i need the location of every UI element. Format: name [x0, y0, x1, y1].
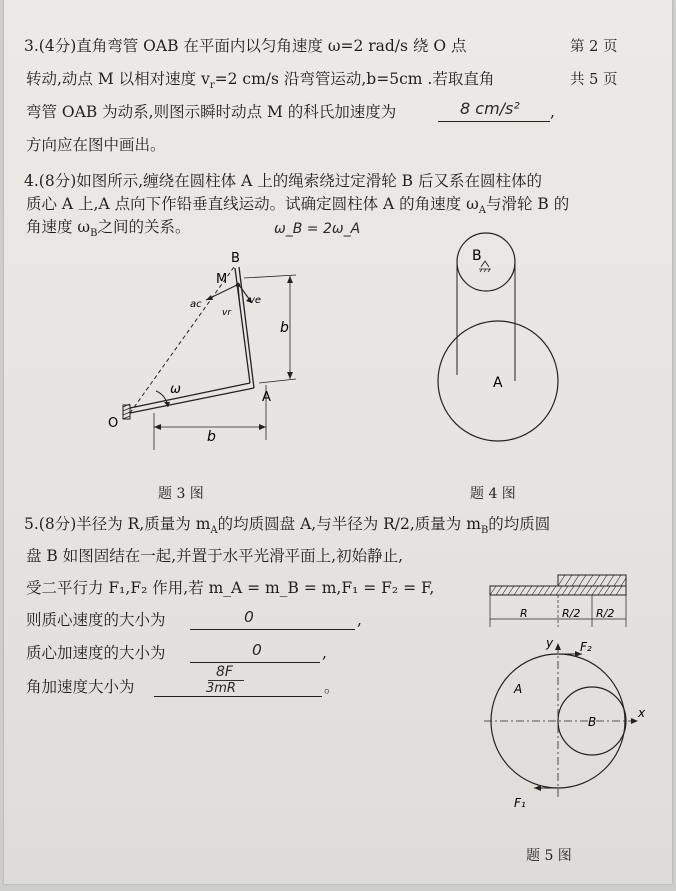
q3-line1: 3.(4分)直角弯管 OAB 在平面内以匀角速度 ω=2 rad/s 绕 O 点	[24, 37, 467, 55]
q3-answer: 8 cm/s²	[460, 99, 520, 118]
q4-line2: 质心 A 上,A 点向下作铅垂直线运动。试确定圆柱体 A 的角速度 $\omega_A$与滑轮 B 的	[26, 195, 570, 217]
label-pulley-b: B	[472, 248, 482, 264]
label-omega: ω	[170, 382, 181, 397]
label-f1: F₁	[514, 796, 526, 810]
page-total: 共 5 页	[570, 72, 618, 88]
q5-line5-comma: ,	[322, 644, 327, 662]
q4-answer: ω_B = 2ω_A	[274, 221, 361, 237]
q4-line1: 4.(8分)如图所示,缠绕在圆柱体 A 上的绳索绕过定滑轮 B 后又系在圆柱体的	[24, 172, 542, 190]
label-b-point: B	[231, 251, 240, 266]
q4-line3: 角速度 $\omega_B$之间的关系。	[26, 218, 191, 240]
point-m	[236, 283, 240, 287]
q5-answer-3-den: 3mR	[206, 681, 236, 696]
tube-ab-outer	[239, 267, 254, 388]
page-number: 第 2 页	[570, 39, 618, 55]
q5-line2: 盘 B 如图固结在一起,并置于水平光滑平面上,初始静止,	[26, 547, 404, 565]
q3-line2: 转动,动点 M 以相对速度 $v_r=2$ cm/s 沿弯管运动,b=5cm .若取直角	[26, 70, 495, 92]
label-f2: F₂	[580, 640, 592, 654]
q5-blank-1	[190, 629, 355, 630]
label-ve: ve	[249, 295, 262, 306]
q3-answer-blank	[438, 121, 550, 122]
q5-line6: 角加速度大小为	[26, 678, 135, 696]
figure-5-caption: 题 5 图	[526, 848, 572, 864]
figure-4-cylinder-pulley	[434, 225, 594, 465]
label-vr: vr	[222, 308, 232, 318]
q5-line6-period: 。	[324, 678, 340, 696]
label-y: y	[546, 636, 554, 650]
q5-answer-1: 0	[244, 608, 254, 626]
q5-line4-comma: ,	[357, 611, 362, 629]
q3-line4: 方向应在图中画出。	[26, 136, 166, 154]
label-disc-a: A	[514, 682, 523, 696]
label-disc-b: B	[588, 715, 597, 729]
label-r-half-2: R/2	[596, 607, 615, 620]
q5-line4: 则质心速度的大小为	[26, 611, 166, 629]
q3-line3: 弯管 OAB 为动系,则图示瞬时动点 M 的科氏加速度为	[26, 103, 397, 121]
exam-page	[4, 0, 672, 884]
q3-comma: ,	[550, 103, 555, 121]
label-ac: ac	[190, 299, 202, 310]
figure-3-caption: 题 3 图	[158, 486, 204, 502]
q5-line5: 质心加速度的大小为	[26, 644, 166, 662]
figure-3-bent-tube	[94, 245, 324, 460]
label-m: M	[216, 272, 228, 287]
label-o: O	[108, 416, 119, 431]
q5-blank-2	[190, 662, 320, 663]
figure-5-discs	[482, 565, 658, 845]
label-cylinder-a: A	[493, 375, 503, 391]
q5-line3: 受二平行力 F₁,F₂ 作用,若 m_A = m_B = m,F₁ = F₂ = F,	[26, 579, 435, 597]
label-a: A	[262, 390, 271, 405]
pivot-support	[123, 405, 130, 419]
pulley-support	[481, 261, 489, 267]
figure-4-caption: 题 4 图	[470, 486, 516, 502]
dashed-ob-line	[130, 267, 234, 413]
tube-oa-inner	[130, 383, 250, 408]
q5-blank-3	[154, 696, 322, 697]
disc-a-side	[490, 586, 626, 595]
q5-answer-2: 0	[252, 641, 262, 659]
label-r-half-1: R/2	[562, 607, 581, 620]
label-b-horizontal: b	[207, 429, 216, 445]
q5-answer-3-num: 8F	[216, 664, 233, 680]
label-b-vertical: b	[280, 320, 289, 336]
q5-line1: 5.(8分)半径为 R,质量为 $m_A$的均质圆盘 A,与半径为 R/2,质量为 $m_B$的均质圆	[24, 515, 551, 537]
label-r: R	[520, 607, 528, 620]
label-x: x	[638, 706, 646, 720]
tube-oa-outer	[130, 388, 254, 413]
